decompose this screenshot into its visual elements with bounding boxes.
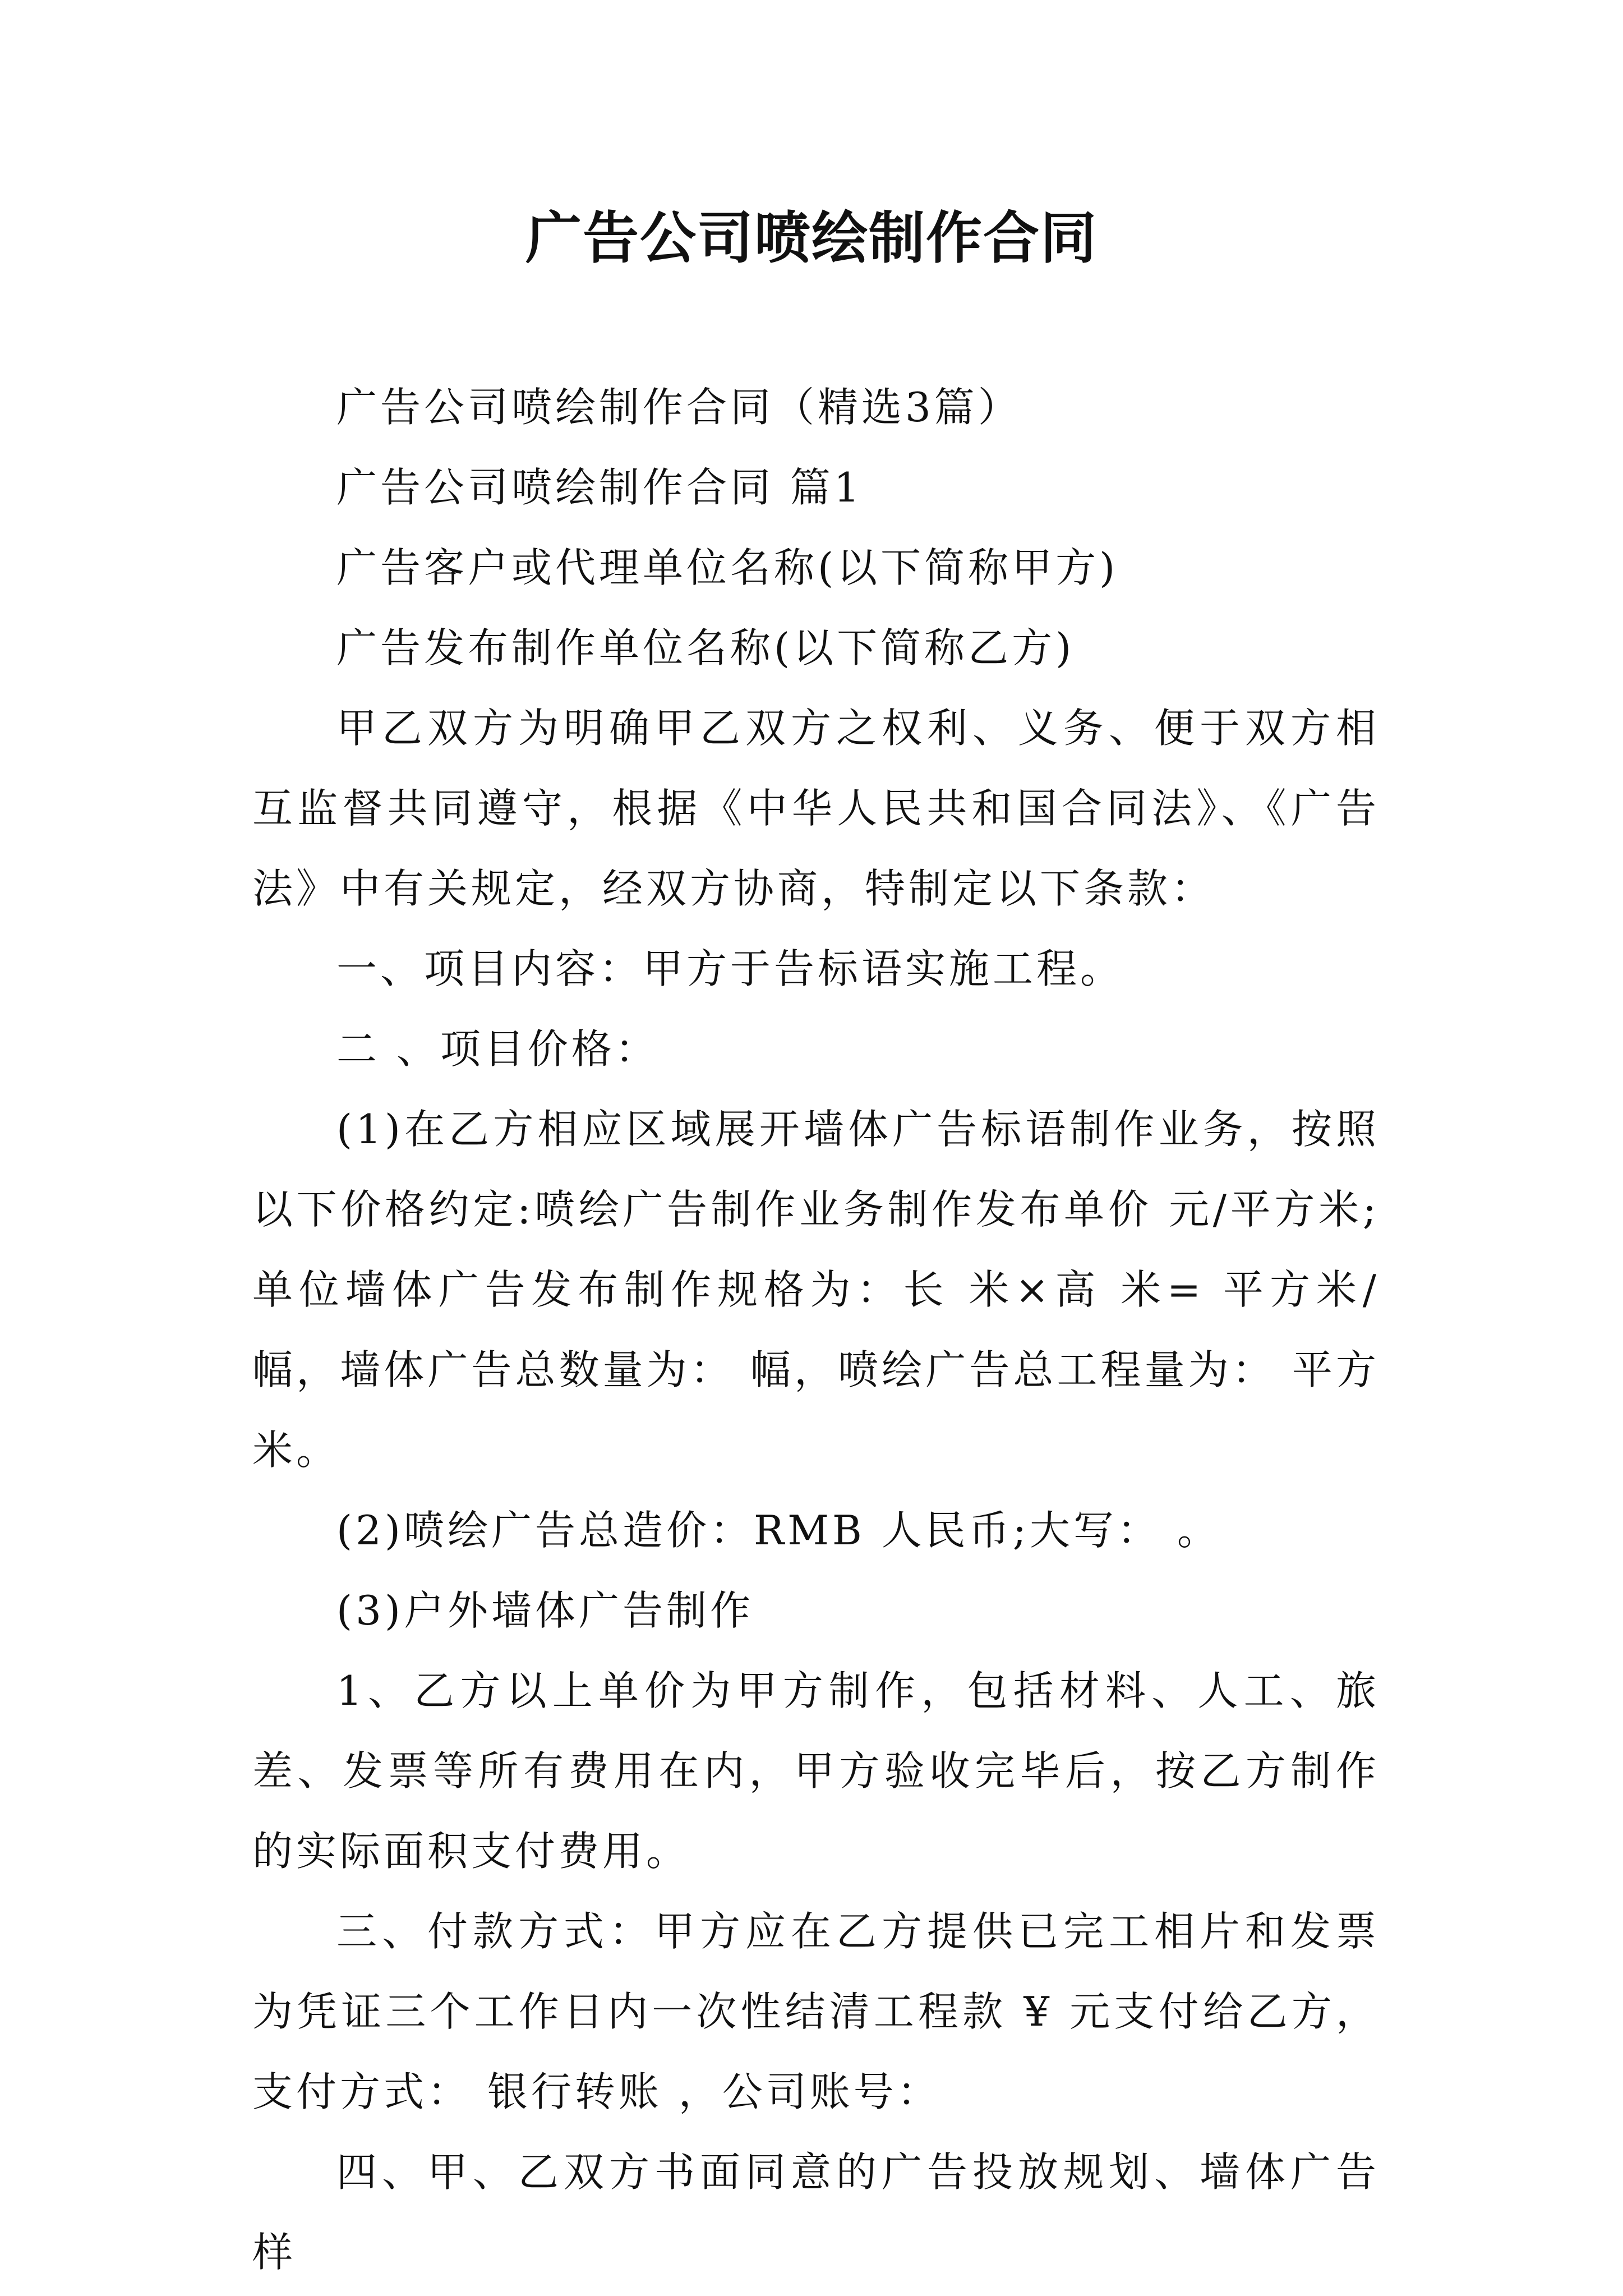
paragraph-party-b: 广告发布制作单位名称(以下简称乙方) — [336, 624, 1075, 671]
paragraph-item-1: 一、项目内容：甲方于告标语实施工程。 — [336, 945, 1124, 992]
paragraph-section-heading: 广告公司喷绘制作合同 篇1 — [336, 464, 863, 511]
paragraph-subtitle: 广告公司喷绘制作合同（精选3篇） — [336, 384, 1022, 431]
paragraph-pricing-1: (1)在乙方相应区域展开墙体广告标语制作业务，按照以下价格约定:喷绘广告制作业务制作发布单价 元/平方米;单位墙体广告发布制作规格为：长 米×高 米= 平方米/幅，墙体广告总数量为： 幅，喷绘广告总工程量为： 平方米。 — [252, 1106, 1380, 1474]
paragraph-pricing-2: (2)喷绘广告总造价：RMB 人民币;大写： 。 — [336, 1507, 1221, 1554]
paragraph-item-2: 二 、项目价格： — [336, 1025, 659, 1073]
document-title: 广告公司喷绘制作合同 — [525, 205, 1098, 271]
paragraph-party-a: 广告客户或代理单位名称(以下简称甲方) — [336, 544, 1119, 591]
paragraph-pricing-3: (3)户外墙体广告制作 — [336, 1587, 754, 1634]
paragraph-item-4: 四、甲、乙双方书面同意的广告投放规划、墙体广告样 — [252, 2148, 1380, 2276]
paragraph-payment: 三、付款方式：甲方应在乙方提供已完工相片和发票为凭证三个工作日内一次性结清工程款 ¥ 元支付给乙方，支付方式： 银行转账 ，公司账号： — [252, 1908, 1380, 2115]
document-body — [252, 367, 1380, 2293]
paragraph-cost-note: 1、乙方以上单价为甲方制作，包括材料、人工、旅差、发票等所有费用在内，甲方验收完毕后，按乙方制作的实际面积支付费用。 — [252, 1667, 1380, 1875]
paragraph-preamble: 甲乙双方为明确甲乙双方之权利、义务、便于双方相互监督共同遵守，根据《中华人民共和国合同法》、《广告法》中有关规定，经双方协商，特制定以下条款： — [252, 705, 1380, 912]
